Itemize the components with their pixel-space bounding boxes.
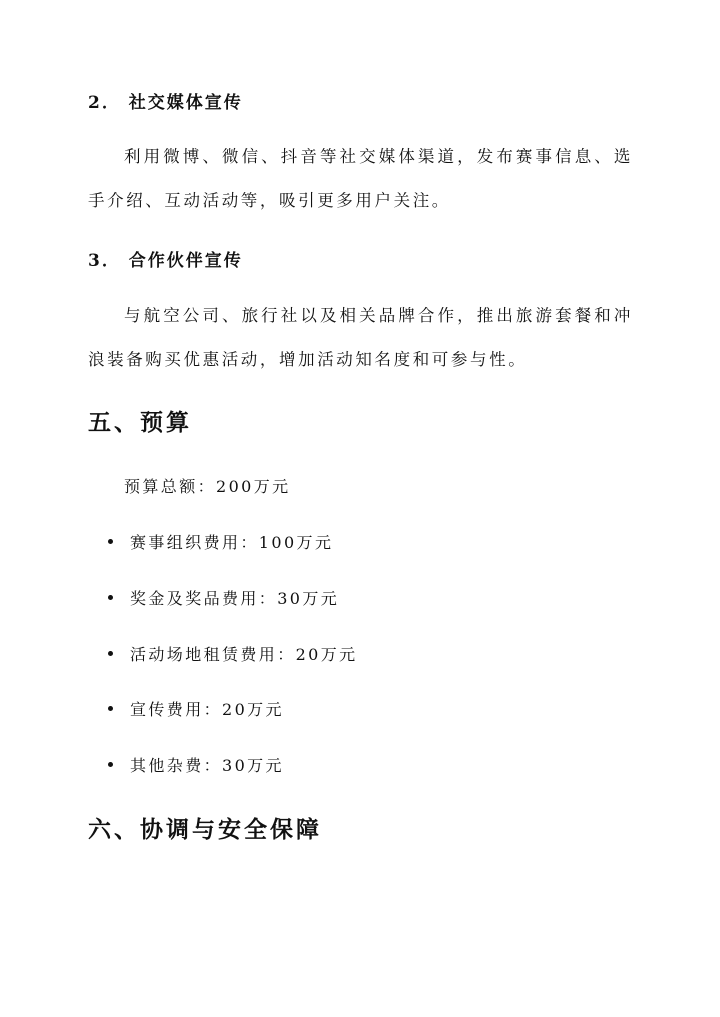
list-item — [108, 530, 333, 552]
list-item — [108, 586, 339, 608]
list-item — [108, 753, 284, 775]
list-item — [108, 697, 284, 719]
bullet-icon — [108, 539, 113, 544]
budget-total: 预算总额：200万元 — [124, 477, 291, 496]
budget-item-label: 活动场地租赁费用：20万元 — [130, 644, 358, 664]
section-heading-budget: 五、预算 — [88, 409, 192, 436]
bullet-icon — [108, 706, 113, 711]
list-item — [108, 642, 358, 664]
budget-item-label: 宣传费用：20万元 — [130, 699, 284, 719]
budget-item-label: 其他杂费：30万元 — [130, 755, 284, 775]
bullet-icon — [108, 595, 113, 600]
paragraph-social-media: 利用微博、微信、抖音等社交媒体渠道，发布赛事信息、选手介绍、互动活动等，吸引更多用户关注。 — [88, 147, 633, 210]
budget-item-label: 赛事组织费用：100万元 — [130, 532, 334, 552]
paragraph-partners: 与航空公司、旅行社以及相关品牌合作，推出旅游套餐和冲浪装备购买优惠活动，增加活动知名度和可参与性。 — [88, 306, 633, 369]
bullet-icon — [108, 651, 113, 656]
subsection-heading-social-media: 2． 社交媒体宣传 — [88, 93, 243, 113]
budget-item-label: 奖金及奖品费用：30万元 — [130, 588, 340, 608]
bullet-icon — [108, 762, 113, 767]
subsection-heading-partners: 3． 合作伙伴宣传 — [88, 251, 243, 271]
section-heading-coordination-safety: 六、协调与安全保障 — [88, 816, 322, 843]
